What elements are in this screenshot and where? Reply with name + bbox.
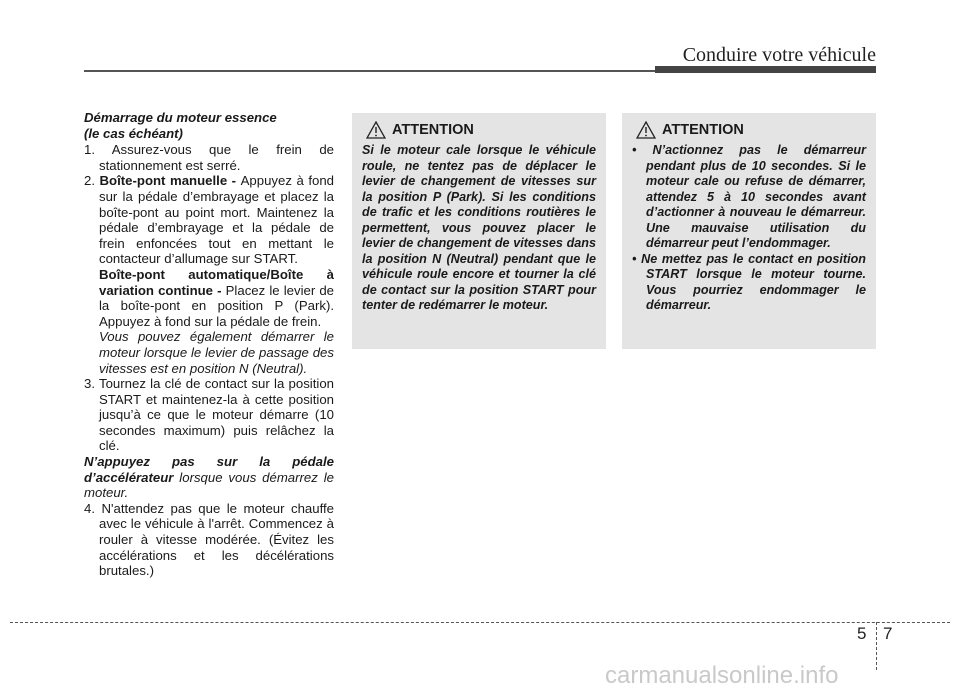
step-2 (84, 173, 334, 267)
automatic-note: Vous pouvez également démarrer le moteur lorsque le levier de passage des vitesses est en position N (Neutral). (99, 329, 334, 376)
section-title: Conduire votre véhicule (682, 44, 876, 66)
footer-divider (876, 622, 877, 670)
attention-bullet-2: • Ne mettez pas le contact en position START lorsque le moteur tourne. Vous pourriez endommager le démarreur. (632, 251, 866, 312)
step-4: 4. N'attendez pas que le moteur chauffe avec le véhicule à l'arrêt. Commencez à rouler à vitesse modérée. (Évitez les accélérations et les décélérations brutales.) (84, 500, 334, 579)
chapter-number: 5 (857, 624, 867, 643)
step-2-automatic (84, 267, 334, 329)
automatic-text: Placez le levier de la boîte-pont en position P (Park). Appuyez à fond sur la pédale de frein. (99, 282, 334, 329)
pedal-warning-text: lorsque vous démarrez le moteur. (84, 469, 334, 501)
attention-title: ATTENTION (392, 122, 474, 138)
step-1: 1. Assurez-vous que le frein de stationnement est serré. (84, 142, 334, 173)
watermark: carmanualsonline.info (605, 662, 839, 689)
footer-rule (10, 622, 950, 623)
attention-box-starter (622, 113, 876, 349)
pedal-warning (84, 454, 334, 501)
warning-triangle-icon (636, 121, 656, 139)
header-rule-accent (655, 66, 876, 73)
subtitle-line-1: Démarrage du moteur essence (84, 110, 277, 125)
attention-bullet-1: • N’actionnez pas le démarreur pendant plus de 10 secondes. Si le moteur cale ou refuse de démarrer, attendez 5 à 10 secondes avant d’actionner à nouveau le démarreur. Une mauvaise utilisation du démarreur peut l’endommager. (632, 143, 866, 250)
pedal-warning-bold: N’appuyez pas sur la pédale d’accélérateur (84, 454, 334, 485)
step-3: 3. Tournez la clé de contact sur la position START et maintenez-la à cette position jusqu’à ce que le moteur démarre (10 secondes maximum) puis relâchez la clé. (84, 376, 334, 454)
automatic-heading: Boîte-pont automatique/Boîte à variation continue - (99, 266, 334, 298)
step-2-number: 2. (84, 173, 100, 189)
warning-triangle-icon (366, 121, 386, 139)
step-2-text: Appuyez à fond sur la pédale d’embrayage et placez la boîte-pont au point mort. Maintenez la pédale d’embrayage et la pédale de frein enfoncées tout en mettant le contacteur d’allumage sur START. (99, 173, 334, 267)
subtitle (84, 110, 334, 141)
subtitle-line-2: (le cas échéant) (84, 125, 183, 141)
attention-header (366, 121, 596, 139)
page-number: 7 (883, 624, 893, 643)
attention-header (636, 121, 866, 139)
attention-box-stall (352, 113, 606, 349)
step-2-heading: Boîte-pont manuelle - (99, 173, 241, 189)
attention-title: ATTENTION (662, 122, 744, 138)
instructions-column (84, 110, 334, 579)
attention-text: Si le moteur cale lorsque le véhicule roule, ne tentez pas de déplacer le levier de changement de vitesses sur la position P (Park). Si les conditions de trafic et les conditions routières le permettent, vous pouvez placer le levier de changement de vitesses dans la position N (Neutral) pendant que le véhicule roule encore et tourner la clé de contact sur la position START pour tenter de redémarrer le moteur. (362, 143, 596, 312)
